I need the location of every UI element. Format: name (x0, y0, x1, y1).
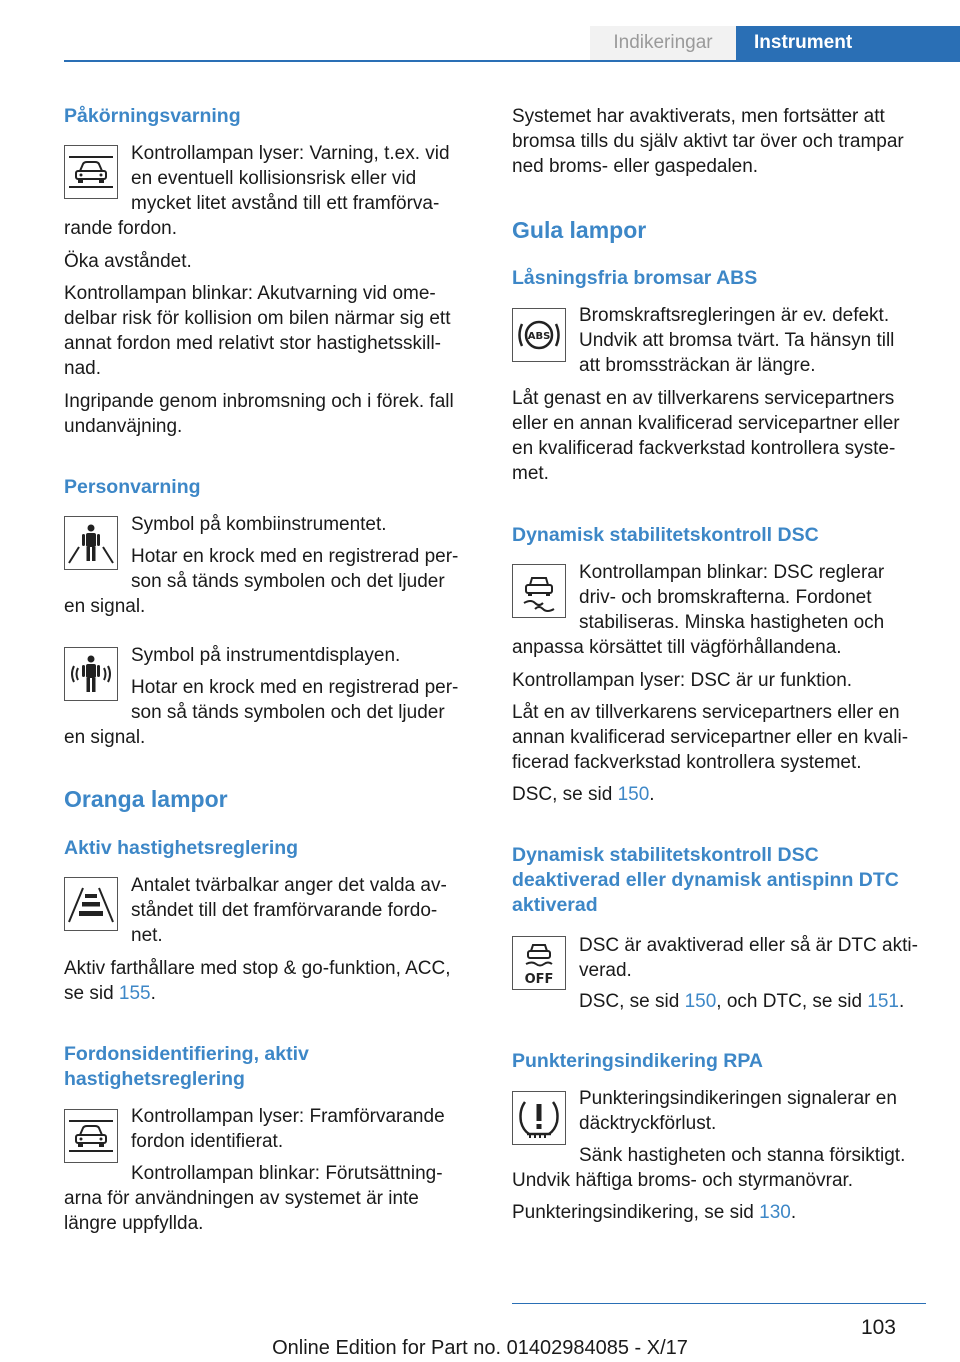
text-line: Symbol på kombiinstrumentet. (131, 514, 387, 535)
text-line: Kontrollampan lyser: Framförvarande (131, 1106, 445, 1127)
footer-rule (512, 1303, 926, 1304)
text-line: undanväjning. (64, 416, 183, 437)
abs-icon (512, 308, 566, 362)
pedestrian-icon (64, 516, 118, 570)
car-front-icon (64, 145, 118, 199)
page-link-130[interactable]: 130 (759, 1202, 791, 1223)
text-span: . (899, 991, 905, 1012)
page-link-150[interactable]: 150 (617, 784, 650, 805)
text-line: Hotar en krock med en registrerad per- (131, 546, 459, 567)
text-line: rande fordon. (64, 218, 178, 239)
text-line: Kontrollampan blinkar: Akutvarning vid ome- (64, 283, 436, 304)
page-number: 103 (860, 1316, 896, 1339)
text-span: , och DTC, se sid (716, 991, 868, 1012)
text-line: son så tänds symbolen och det ljuder (131, 702, 445, 723)
text-line: stabiliseras. Minska hastigheten och (579, 612, 885, 633)
dsc-off-icon-text: OFF (524, 972, 554, 987)
text-line: en kvalificerad fackverkstad kontrollera syste- (512, 438, 896, 459)
abs-icon-text: ABS (527, 331, 551, 342)
text-line: Undvik häftiga broms- och styrmanövrar. (512, 1170, 854, 1191)
text-line: Systemet har avaktiverats, men fortsätter att (512, 106, 885, 127)
tire-pressure-icon (512, 1091, 566, 1145)
heading-dsc: Dynamisk stabilitetskontroll DSC (512, 524, 819, 546)
text-line: Antalet tvärbalkar anger det valda av- (131, 875, 447, 896)
heading-fordonsidentifiering-line2: hastighetsreglering (64, 1068, 245, 1090)
page-link-150[interactable]: 150 (684, 991, 717, 1012)
text-line: son så tänds symbolen och det ljuder (131, 571, 445, 592)
text-line: Punkteringsindikeringen signalerar en (579, 1088, 897, 1109)
text-line: en signal. (64, 596, 146, 617)
tab-instrument[interactable]: Instrument (736, 26, 960, 62)
distance-bars-icon (64, 877, 118, 931)
text-line: däcktryckförlust. (579, 1113, 717, 1134)
heading-gula-lampor: Gula lampor (512, 217, 647, 243)
text-line: Sänk hastigheten och stanna försiktigt. (579, 1145, 906, 1166)
text-line: driv- och bromskrafterna. Fordonet (579, 587, 872, 608)
text-span: Punkteringsindikering, se sid (512, 1202, 760, 1223)
dsc-off-icon (512, 936, 566, 990)
text-line: anpassa körsättet till vägförhållandena. (512, 637, 842, 658)
text-line (579, 989, 904, 1015)
heading-pakorningsvarning: Påkörningsvarning (64, 105, 241, 127)
text-line: Bromskraftsregleringen är ev. defekt. (579, 305, 890, 326)
heading-personvarning: Personvarning (64, 476, 201, 498)
text-line: verad. (579, 960, 632, 981)
text-line: att bromssträckan är längre. (579, 355, 816, 376)
heading-oranga-lampor: Oranga lampor (64, 786, 228, 812)
text-line: mycket litet avstånd till ett framförva- (131, 193, 440, 214)
heading-dsc-deaktiverad-line3: aktiverad (512, 894, 598, 916)
text-line: Låt en av tillverkarens servicepartners eller en (512, 702, 900, 723)
text-span: se sid (64, 983, 119, 1004)
dsc-skid-icon (512, 564, 566, 618)
text-line: Undvik att bromsa tvärt. Ta hänsyn till (579, 330, 895, 351)
text-span: DSC, se sid (512, 784, 618, 805)
heading-rpa: Punkteringsindikering RPA (512, 1050, 764, 1072)
heading-aktiv-hastighetsreglering: Aktiv hastighetsreglering (64, 837, 299, 859)
text-line (512, 782, 926, 808)
text-line: Kontrollampan lyser: DSC är ur funktion. (512, 670, 853, 691)
edition-text: Online Edition for Part no. 01402984085 - X/17 (272, 1337, 688, 1359)
text-line: eller en annan kvalificerad servicepartner eller (512, 413, 900, 434)
heading-abs: Låsningsfria bromsar ABS (512, 267, 758, 289)
text-line: fordon identifierat. (131, 1131, 284, 1152)
text-line: DSC är avaktiverad eller så är DTC akti- (579, 935, 918, 956)
text-span: . (790, 1202, 797, 1223)
text-line (512, 1200, 926, 1226)
text-line: ståndet till det framförvarande fordo- (131, 900, 438, 921)
text-line: bromsa tills du själv aktivt tar över och trampar (512, 131, 904, 152)
text-line (64, 981, 476, 1007)
text-line: annat fordon med relativt stor hastighetsskill- (64, 333, 442, 354)
text-line: ficerad fackverkstad kontrollera systemet. (512, 752, 862, 773)
text-line: arna för användningen av systemet är inte (64, 1188, 419, 1209)
text-line: Hotar en krock med en registrerad per- (131, 677, 459, 698)
text-span: . (150, 983, 156, 1004)
tab-indikeringar[interactable]: Indikeringar (590, 26, 736, 60)
text-line: Symbol på instrumentdisplayen. (131, 645, 401, 666)
text-line: Aktiv farthållare med stop & go-funktion, ACC, (64, 958, 451, 979)
header-rule (64, 60, 960, 62)
pedestrian-sound-icon (64, 647, 118, 701)
text-line: net. (131, 925, 163, 946)
car-front-icon (64, 1109, 118, 1163)
text-line: delbar risk för kollision om bilen närmar sig ett (64, 308, 451, 329)
text-line: en signal. (64, 727, 146, 748)
text-line: Kontrollampan blinkar: DSC reglerar (579, 562, 885, 583)
text-line: annan kvalificerad servicepartner eller en kvali- (512, 727, 909, 748)
text-line: Ingripande genom inbromsning och i förek. fall (64, 391, 454, 412)
text-line: ned broms- eller gaspedalen. (512, 156, 759, 177)
page-link-155[interactable]: 155 (118, 983, 151, 1004)
page-link-151[interactable]: 151 (867, 991, 899, 1012)
text-span: DSC, se sid (579, 991, 685, 1012)
heading-dsc-deaktiverad-line2: deaktiverad eller dynamisk antispinn DTC (512, 869, 899, 891)
heading-dsc-deaktiverad: Dynamisk stabilitetskontroll DSC (512, 844, 819, 866)
text-line: Låt genast en av tillverkarens servicepartners (512, 388, 895, 409)
text-line: nad. (64, 358, 101, 379)
page-header (0, 0, 960, 62)
text-line: Öka avståndet. (64, 251, 192, 272)
text-line: en eventuell kollisionsrisk eller vid (131, 168, 417, 189)
text-line: längre uppfyllda. (64, 1213, 204, 1234)
text-line: met. (512, 463, 549, 484)
text-line: Kontrollampan blinkar: Förutsättning- (131, 1163, 443, 1184)
text-line: Kontrollampan lyser: Varning, t.ex. vid (131, 143, 450, 164)
heading-fordonsidentifiering: Fordonsidentifiering, aktiv (64, 1043, 309, 1065)
text-span: . (649, 784, 655, 805)
